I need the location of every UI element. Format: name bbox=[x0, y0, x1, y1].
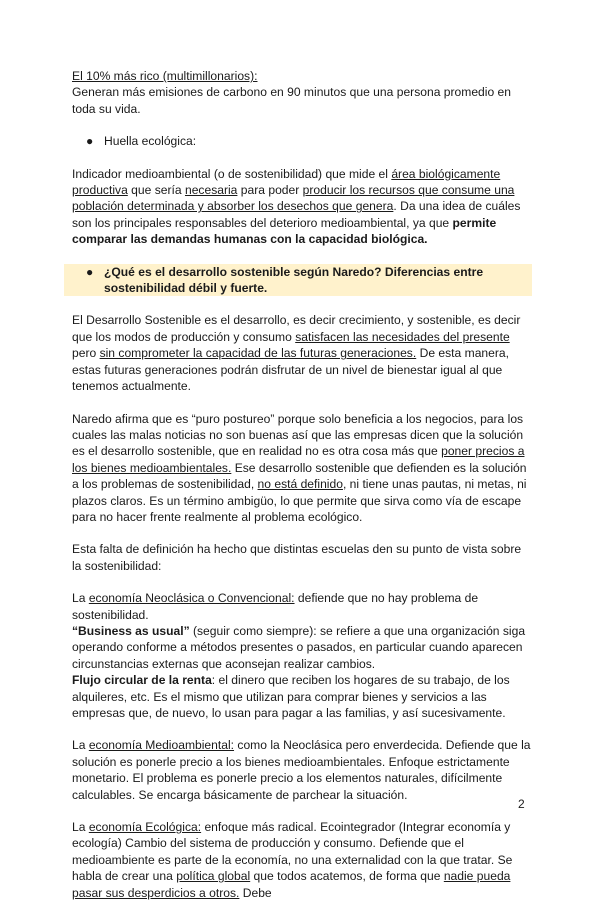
underlined-text: nadie pueda pasar sus desperdicios a otros. bbox=[72, 869, 511, 900]
text-run: que todos acatemos, de forma que bbox=[250, 869, 444, 884]
top-heading: El 10% más rico (multimillonarios): bbox=[72, 69, 258, 83]
text-run: . Da una idea de cuáles son los principales responsables del deterioro medioambiental, ya que bbox=[72, 199, 521, 230]
underlined-text: economía Ecológica: bbox=[88, 820, 202, 835]
text-run: Naredo afirma que es “puro postureo” porque solo beneficia a los negocios, para los cuales las malas noticias no son buenas así que las empresas dicen que la solución es el desarrollo sostenible, que en realidad no es otra cosa más que bbox=[72, 411, 524, 459]
text-run: Ese desarrollo sostenible que defienden es la solución a los problemas de sostenibilidad, bbox=[72, 460, 527, 492]
text-run: La bbox=[72, 591, 89, 606]
text-run: que sería bbox=[127, 183, 185, 198]
text-run: , ni tiene unas pautas, ni metas, ni plazos claros. Es un término ambigüo, lo que permite que sirva como vía de escape para no hacer frente realmente al problema ecológico. bbox=[72, 477, 527, 524]
underlined-text: producir los recursos que consume una población determinada y absorber los desechos que genera bbox=[72, 183, 515, 214]
top-block bbox=[72, 68, 532, 117]
top-text: Generan más emisiones de carbono en 90 minutos que una persona promedio en toda su vida. bbox=[72, 85, 512, 116]
huella-bullet-item bbox=[72, 133, 532, 149]
underlined-text: poner precios a los bienes medioambientales. bbox=[72, 444, 525, 475]
page-number: 2 bbox=[518, 797, 525, 811]
bullet-dot-icon: ● bbox=[86, 264, 94, 279]
question-text: ¿Qué es el desarrollo sostenible según Naredo? Diferencias entre sostenibilidad débil y fuerte. bbox=[104, 264, 484, 296]
text-run: defiende que no hay problema de sostenibilidad. bbox=[72, 591, 479, 622]
question-bullet-item bbox=[64, 264, 532, 297]
text-run: La bbox=[72, 820, 89, 835]
underlined-text: no está definido bbox=[257, 477, 343, 492]
text-run: enfoque más radical. Ecointegrador (Integrar economía y ecología) Cambio del sistema de producción y consumo. Defiende que el medioambiente es parte de la economía, no una externalidad con la que tratar. Se habla de crear una bbox=[72, 820, 513, 884]
text-run: (seguir como siempre): se refiere a que una organización siga operando conforme a métodos presentes o pasados, en particular cuando aparecen circunstancias externas que aconsejan realizar cambios. bbox=[72, 623, 526, 671]
huella-paragraph bbox=[72, 166, 532, 248]
bold-text: Flujo circular de la renta bbox=[72, 673, 212, 688]
medioambiental-paragraph bbox=[72, 737, 532, 803]
underlined-text: sin comprometer la capacidad de las futuras generaciones. bbox=[99, 346, 417, 361]
text-run: como la Neoclásica pero enverdecida. Defiende que la solución es ponerle precio a los bienes medioambientales. Enfoque estrictamente monetario. El problema es ponerle precio a los elementos naturales, difícilmente calculables. Se encarga básicamente de parchear la situación. bbox=[72, 738, 531, 802]
underlined-text: política global bbox=[176, 869, 251, 884]
text-run: El Desarrollo Sostenible es el desarrollo, es decir crecimiento, y sostenible, es decir que los modos de producción y consumo bbox=[72, 313, 521, 344]
text-run: La bbox=[72, 738, 89, 753]
text-run: Indicador medioambiental (o de sostenibilidad) que mide el bbox=[72, 166, 392, 181]
desarrollo-paragraph bbox=[72, 312, 532, 394]
text-run: Debe bbox=[239, 885, 272, 900]
text-run: De esta manera, estas futuras generaciones podrán disfrutar de un nivel de bienestar igual al que tenemos actualmente. bbox=[72, 346, 509, 394]
underlined-text: necesaria bbox=[184, 183, 238, 198]
underlined-text: economía Medioambiental: bbox=[88, 738, 235, 753]
bold-text: permite comparar las demandas humanas con la capacidad biológica. bbox=[72, 215, 497, 247]
underlined-text: área biológicamente productiva bbox=[72, 166, 501, 198]
text-run: para poder bbox=[237, 183, 303, 198]
bullet-dot-icon: ● bbox=[86, 134, 94, 149]
underlined-text: economía Neoclásica o Convencional: bbox=[88, 591, 295, 606]
document-page bbox=[72, 68, 532, 901]
underlined-text: satisfacen las necesidades del presente bbox=[295, 329, 510, 344]
falta-paragraph: Esta falta de definición ha hecho que distintas escuelas den su punto de vista sobre la sostenibilidad: bbox=[72, 542, 522, 573]
text-run: pero bbox=[72, 346, 100, 361]
huella-title: Huella ecológica: bbox=[104, 134, 197, 149]
text-run: : el dinero que reciben los hogares de su trabajo, de los alquileres, etc. Es el mismo que utilizan para comprar bienes y servicios a las empresas que, de nuevo, lo usan para pagar a las familias, y así sucesivamente. bbox=[72, 673, 510, 720]
naredo-paragraph bbox=[72, 411, 532, 526]
ecologica-paragraph bbox=[72, 819, 532, 901]
bold-text: “Business as usual” bbox=[72, 623, 190, 638]
neoclasica-paragraph bbox=[72, 590, 532, 721]
